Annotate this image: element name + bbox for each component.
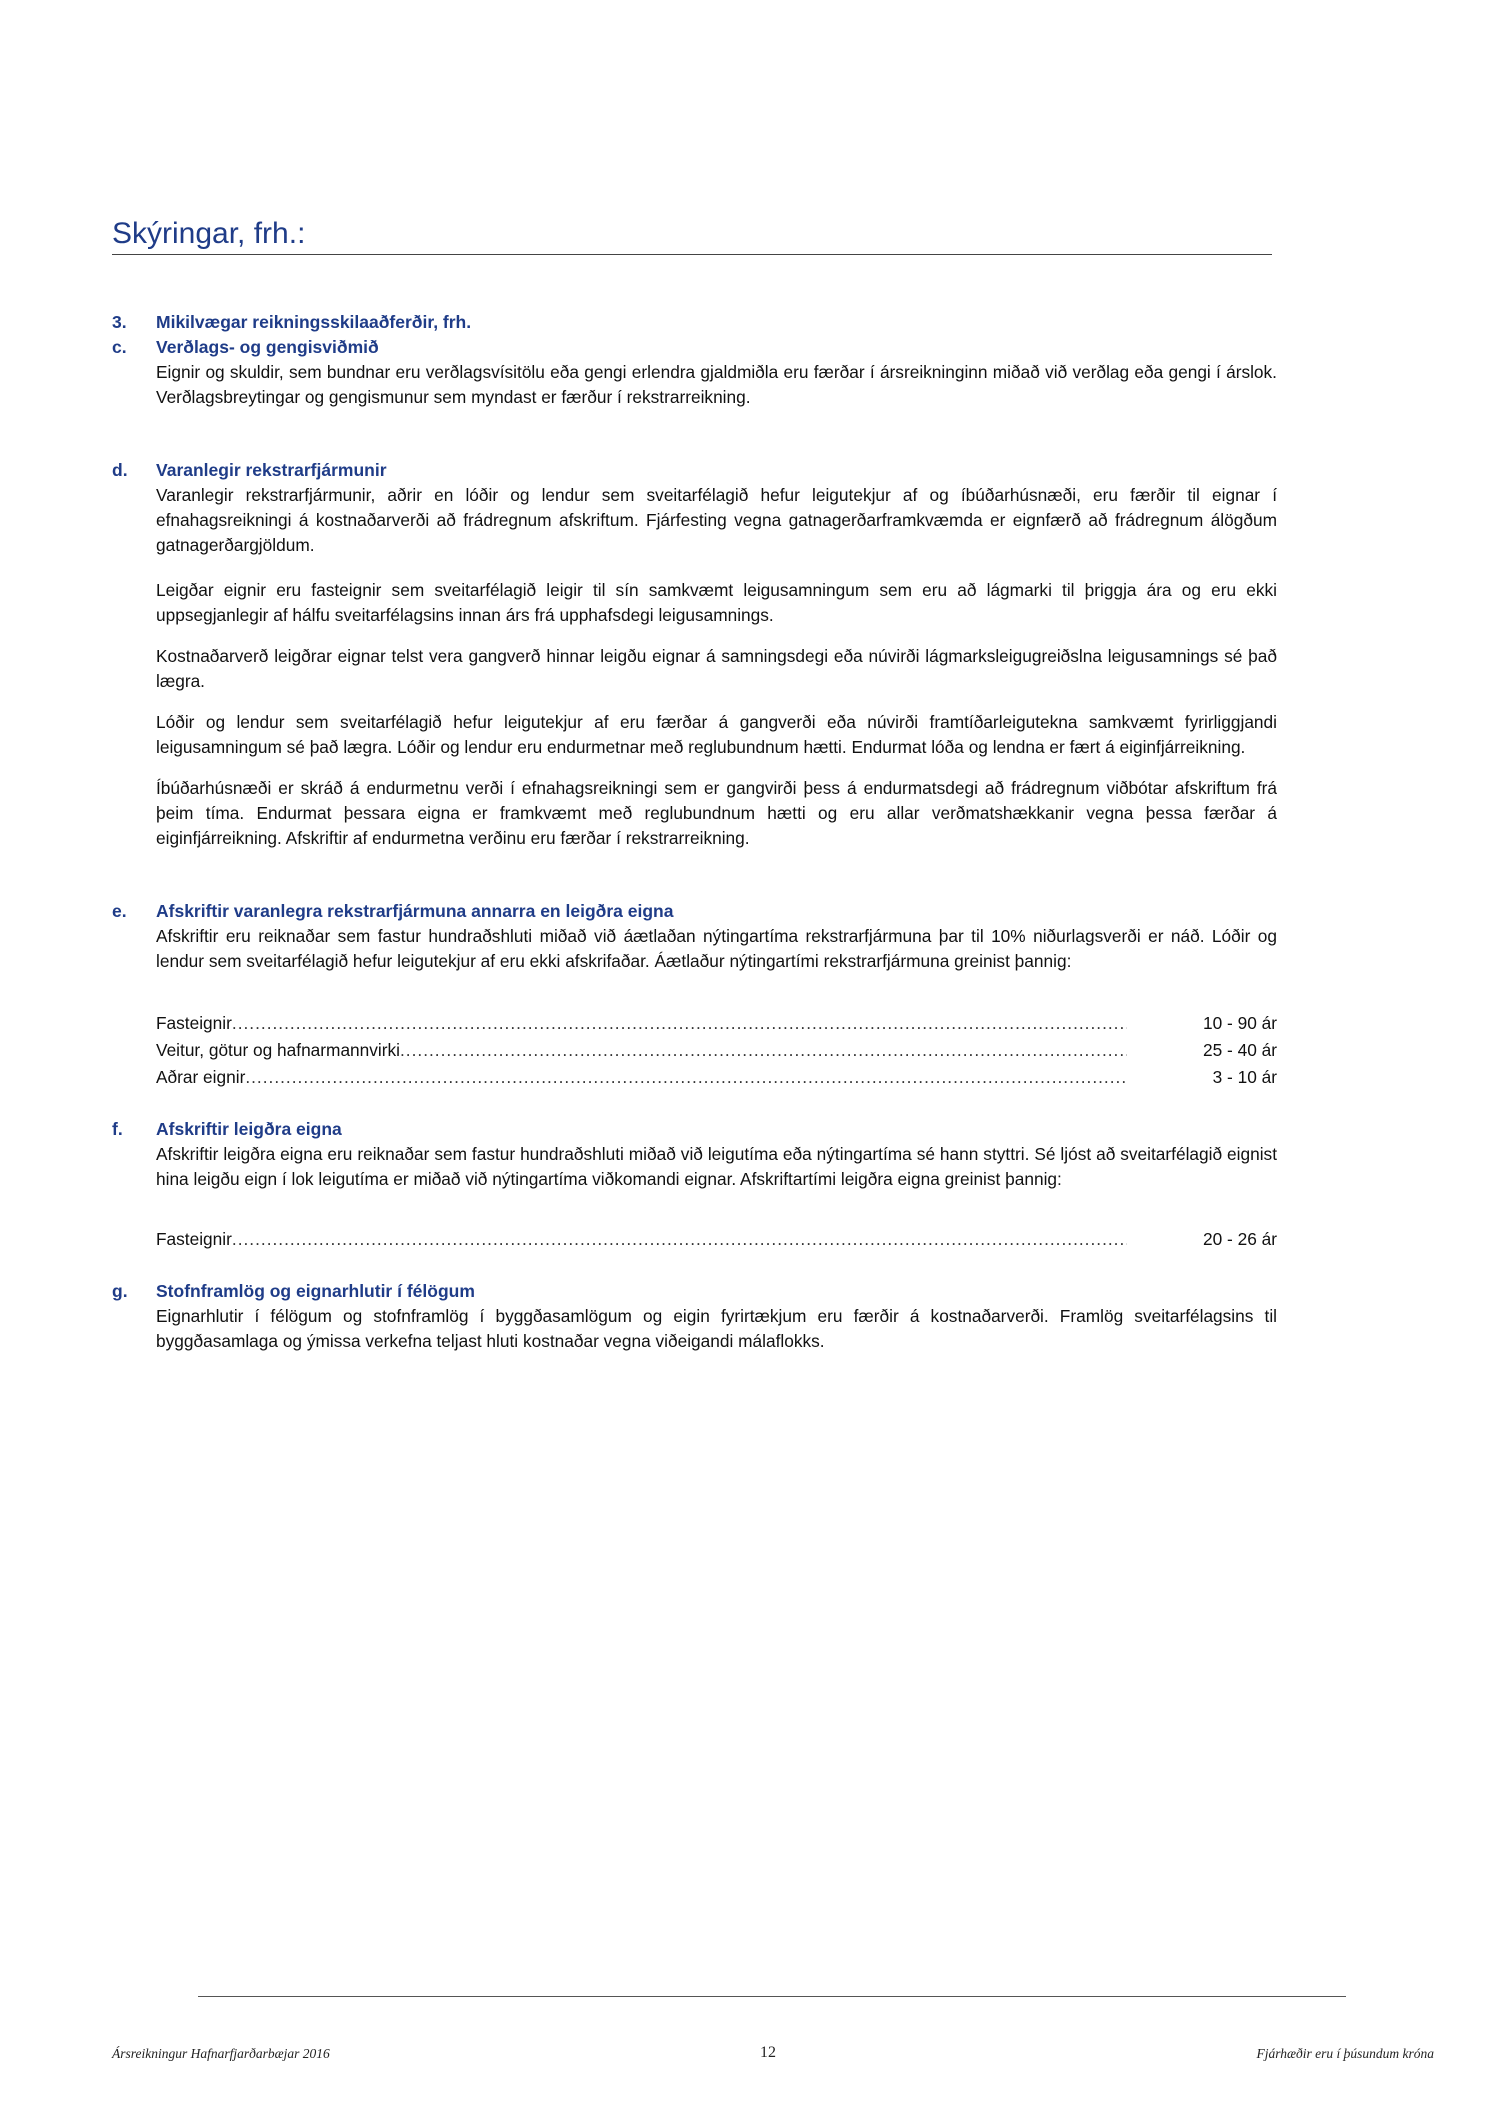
list-item-label: Veitur, götur og hafnarmannvirki [156,1040,400,1060]
section-title: Stofnframlög og eignarhlutir í félögum [156,1281,475,1301]
paragraph: Afskriftir eru reiknaðar sem fastur hundraðshluti miðað við áætlaðan nýtingartíma rekstrarfjármuna þar til 10% niðurlagsverði er náð. Lóðir og lendur sem sveitarfélagið hefur leigutekjur af eru ekki afskrifaðar. Áætlaður nýtingartími rekstrarfjármuna greinist þannig: [156,926,1277,971]
list-item-label: Aðrar eignir [156,1067,246,1087]
dot-leader [232,1010,1127,1037]
paragraph: Afskriftir leigðra eigna eru reiknaðar sem fastur hundraðshluti miðað við leigutíma eða nýtingartíma sé hann styttri. Sé ljóst að sveitarfélagið eignist hina leigðu eign í lok leigutíma er miðað við nýtingartíma viðkomandi eignar. Afskriftartími leigðra eigna greinist þannig: [156,1144,1277,1189]
section-body-d [156,483,1277,851]
list-item-value: 25 - 40 ár [1203,1040,1277,1060]
section-body-c [156,360,1277,410]
notes-content [112,310,1277,1354]
section-title: Mikilvægar reikningsskilaaðferðir, frh. [156,312,472,332]
section-letter: e. [112,901,127,921]
list-item [156,1010,1277,1037]
section-heading-c [112,335,1277,360]
section-body-g [156,1304,1277,1354]
page-title: Skýringar, frh.: [112,216,1272,255]
dot-leader [400,1037,1127,1064]
section-title: Afskriftir leigðra eigna [156,1119,342,1139]
section-body-f [156,1142,1277,1192]
section-letter: d. [112,460,128,480]
section-body-e [156,924,1277,974]
dot-leader [232,1226,1127,1253]
list-item-value: 3 - 10 ár [1212,1067,1277,1087]
section-heading-f [112,1117,1277,1142]
list-item-value: 10 - 90 ár [1203,1013,1277,1033]
dot-leader [245,1064,1127,1091]
paragraph: Eignir og skuldir, sem bundnar eru verðlagsvísitölu eða gengi erlendra gjaldmiðla eru færðar í ársreikninginn miðað við verðlag eða gengi í árslok. Verðlagsbreytingar og gengismunur sem myndast er færður í rekstrarreikning. [156,362,1277,407]
paragraph: Lóðir og lendur sem sveitarfélagið hefur leigutekjur af eru færðar á gangverði eða núvirði framtíðarleigutekna samkvæmt fyrirliggjandi leigusamningum sé það lægra. Lóðir og lendur eru endurmetnar með reglubundnum hætti. Endurmat lóða og lendna er fært á eiginfjárreikning. [156,712,1277,757]
list-item [156,1037,1277,1064]
list-item [156,1064,1277,1091]
paragraph: Íbúðarhúsnæði er skráð á endurmetnu verði í efnahagsreikningi sem er gangvirði þess á endurmatsdegi að frádregnum viðbótar afskriftum frá þeim tíma. Endurmat þessara eigna er framkvæmt með reglubundnum hætti og eru allar verðmatshækkanir vegna þessa færðar á eiginfjárreikning. Afskriftir af endurmetna verðinu eru færðar í rekstrarreikning. [156,778,1277,848]
paragraph: Varanlegir rekstrarfjármunir, aðrir en lóðir og lendur sem sveitarfélagið hefur leigutekjur af og íbúðarhúsnæði, eru færðir til eignar í efnahagsreikningi á kostnaðarverði að frádregnum afskriftum. Fjárfesting vegna gatnagerðarframkvæmda er eignfærð að frádregnum álögðum gatnagerðargjöldum. [156,485,1277,555]
section-heading-e [112,899,1277,924]
section-heading-d [112,458,1277,483]
list-item [156,1226,1277,1253]
footer-currency-note: Fjárhæðir eru í þúsundum króna [1256,2046,1434,2061]
section-number: 3. [112,312,127,332]
paragraph: Kostnaðarverð leigðrar eignar telst vera gangverð hinnar leigðu eignar á samningsdegi eða núvirði lágmarksleigugreiðslna leigusamnings sé það lægra. [156,646,1277,691]
section-title: Afskriftir varanlegra rekstrarfjármuna annarra en leigðra eigna [156,901,674,921]
section-title: Verðlags- og gengisviðmið [156,337,379,357]
page-number: 12 [760,2044,776,2061]
paragraph: Eignarhlutir í félögum og stofnframlög í byggðasamlögum og eigin fyrirtækjum eru færðir á kostnaðarverði. Framlög sveitarfélagsins til byggðasamlaga og ýmissa verkefna teljast hluti kostnaðar vegna viðeigandi málaflokks. [156,1306,1277,1351]
section-heading-g [112,1279,1277,1304]
section-letter: f. [112,1119,123,1139]
list-item-label: Fasteignir [156,1013,232,1033]
section-letter: c. [112,337,127,357]
section-letter: g. [112,1281,128,1301]
section-title: Varanlegir rekstrarfjármunir [156,460,387,480]
list-item-value: 20 - 26 ár [1203,1229,1277,1249]
footer-report-title: Ársreikningur Hafnarfjarðarbæjar 2016 [112,2046,330,2061]
footer-divider [198,1996,1346,1997]
paragraph: Leigðar eignir eru fasteignir sem sveitarfélagið leigir til sín samkvæmt leigusamningum sem eru að lágmarki til þriggja ára og eru ekki uppsegjanlegir af hálfu sveitarfélagsins innan árs frá upphafsdegi leigusamnings. [156,580,1277,625]
section-heading-main [112,310,1277,335]
list-item-label: Fasteignir [156,1229,232,1249]
